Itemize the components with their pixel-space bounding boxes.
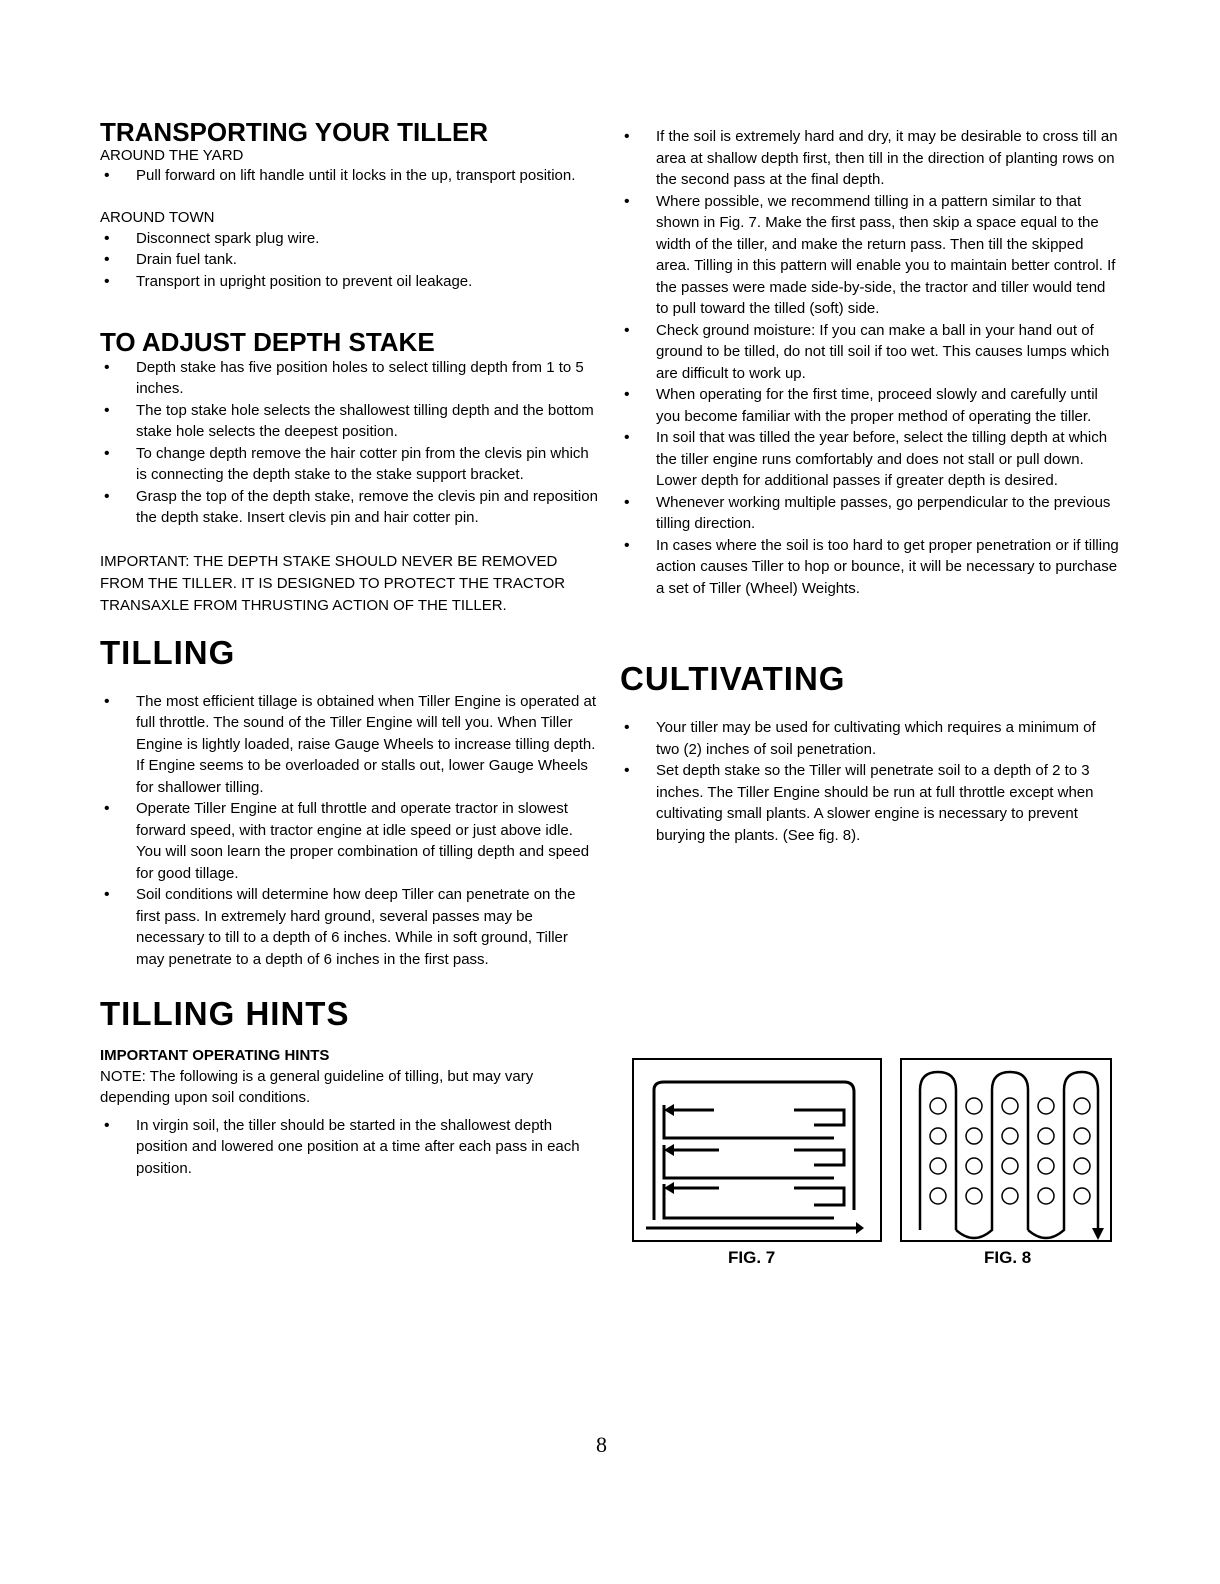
hints-list-left — [100, 1115, 600, 1180]
cultivating-title: CULTIVATING — [620, 660, 846, 697]
list-item: • Depth stake has five position holes to select tilling depth from 1 to 5 inches. — [100, 357, 600, 400]
list-item: • In virgin soil, the tiller should be started in the shallowest depth position and lowered one position at a time after each pass in each position. — [100, 1115, 600, 1180]
right-column — [620, 126, 1120, 846]
tilling-list — [100, 691, 600, 971]
hints-list-right — [620, 126, 1120, 599]
town-list — [100, 228, 600, 293]
list-item: • In soil that was tilled the year before, select the tilling depth at which the tiller engine runs comfortably and does not stall or pull down. Lower depth for additional passes if greater depth is desired. — [620, 427, 1120, 492]
list-item: • Whenever working multiple passes, go perpendicular to the previous tilling direction. — [620, 492, 1120, 535]
tilling-hints-title: TILLING HINTS — [100, 995, 350, 1033]
hints-subtitle: IMPORTANT OPERATING HINTS — [100, 1046, 330, 1064]
left-column — [100, 118, 600, 1179]
list-item: • Pull forward on lift handle until it locks in the up, transport position. — [100, 165, 600, 187]
cultivating-list — [620, 717, 1120, 846]
fig8-diagram — [900, 1058, 1112, 1242]
fig8-caption: FIG. 8 — [984, 1248, 1032, 1267]
depth-stake-list — [100, 357, 600, 529]
list-item: • Drain fuel tank. — [100, 249, 600, 271]
list-item: • The most efficient tillage is obtained when Tiller Engine is operated at full throttle. The sound of the Tiller Engine will tell you. When Tiller Engine is lightly loaded, raise Gauge Wheels to increase tilling depth. If Engine seems to be overloaded or stalls out, lower Gauge Wheels for shallower tilling. — [100, 691, 600, 799]
list-item: • Disconnect spark plug wire. — [100, 228, 600, 250]
cultivating-pattern-diagram — [902, 1060, 1110, 1240]
list-item: • To change depth remove the hair cotter pin from the clevis pin which is connecting the depth stake to the stake support bracket. — [100, 443, 600, 486]
list-item: • When operating for the first time, proceed slowly and carefully until you become familiar with the proper method of operating the tiller. — [620, 384, 1120, 427]
fig7-diagram — [632, 1058, 882, 1242]
list-item: • Grasp the top of the depth stake, remove the clevis pin and reposition the depth stake. Insert clevis pin and hair cotter pin. — [100, 486, 600, 529]
figures — [632, 1058, 1112, 1288]
around-town-heading: AROUND TOWN — [100, 208, 215, 226]
list-item: • Your tiller may be used for cultivating which requires a minimum of two (2) inches of soil penetration. — [620, 717, 1120, 760]
list-item: • Operate Tiller Engine at full throttle and operate tractor in slowest forward speed, with tractor engine at idle speed or just above idle. You will soon learn the proper combination of tilling depth and speed for good tillage. — [100, 798, 600, 884]
list-item: • If the soil is extremely hard and dry, it may be desirable to cross till an area at shallow depth first, then till in the direction of planting rows on the second pass at the final depth. — [620, 126, 1120, 191]
yard-list — [100, 165, 600, 187]
tilling-pattern-diagram — [634, 1060, 880, 1240]
transporting-title: TRANSPORTING YOUR TILLER — [100, 117, 489, 147]
tilling-title: TILLING — [100, 633, 236, 671]
list-item: • Soil conditions will determine how deep Tiller can penetrate on the first pass. In extremely hard ground, several passes may be necessary to till to a depth of 6 inches. While in soft ground, Tiller may penetrate to a depth of 6 inches in the first pass. — [100, 884, 600, 970]
list-item: • The top stake hole selects the shallowest tilling depth and the bottom stake hole selects the deepest position. — [100, 400, 600, 443]
list-item: • Where possible, we recommend tilling in a pattern similar to that shown in Fig. 7. Make the first pass, then skip a space equal to the width of the tiller, and make the return pass. Then till the skipped area. Tilling in this pattern will enable you to maintain better control. If the passes were made side-by-side, the tractor and tiller would tend to pull toward the tilled (soft) side. — [620, 191, 1120, 320]
hints-note: NOTE: The following is a general guideline of tilling, but may vary depending upon soil conditions. — [100, 1067, 534, 1107]
page-number: 8 — [596, 1432, 607, 1457]
around-yard-heading: AROUND THE YARD — [100, 146, 244, 164]
important-note: IMPORTANT: THE DEPTH STAKE SHOULD NEVER BE REMOVED FROM THE TILLER. IT IS DESIGNED TO PROTECT THE TRACTOR TRANSAXLE FROM THRUSTING ACTION OF THE TILLER. — [100, 552, 566, 614]
fig7-caption: FIG. 7 — [728, 1248, 776, 1267]
list-item: • Check ground moisture: If you can make a ball in your hand out of ground to be tilled, do not till soil if too wet. This causes lumps which are difficult to work up. — [620, 320, 1120, 385]
list-item: • Set depth stake so the Tiller will penetrate soil to a depth of 2 to 3 inches. The Tiller Engine should be run at full throttle except when cultivating small plants. A slower engine is necessary to prevent burying the plants. (See fig. 8). — [620, 760, 1120, 846]
list-item: • In cases where the soil is too hard to get proper penetration or if tilling action causes Tiller to hop or bounce, it will be necessary to purchase a set of Tiller (Wheel) Weights. — [620, 535, 1120, 600]
list-item: • Transport in upright position to prevent oil leakage. — [100, 271, 600, 293]
depth-stake-title: TO ADJUST DEPTH STAKE — [100, 327, 435, 358]
